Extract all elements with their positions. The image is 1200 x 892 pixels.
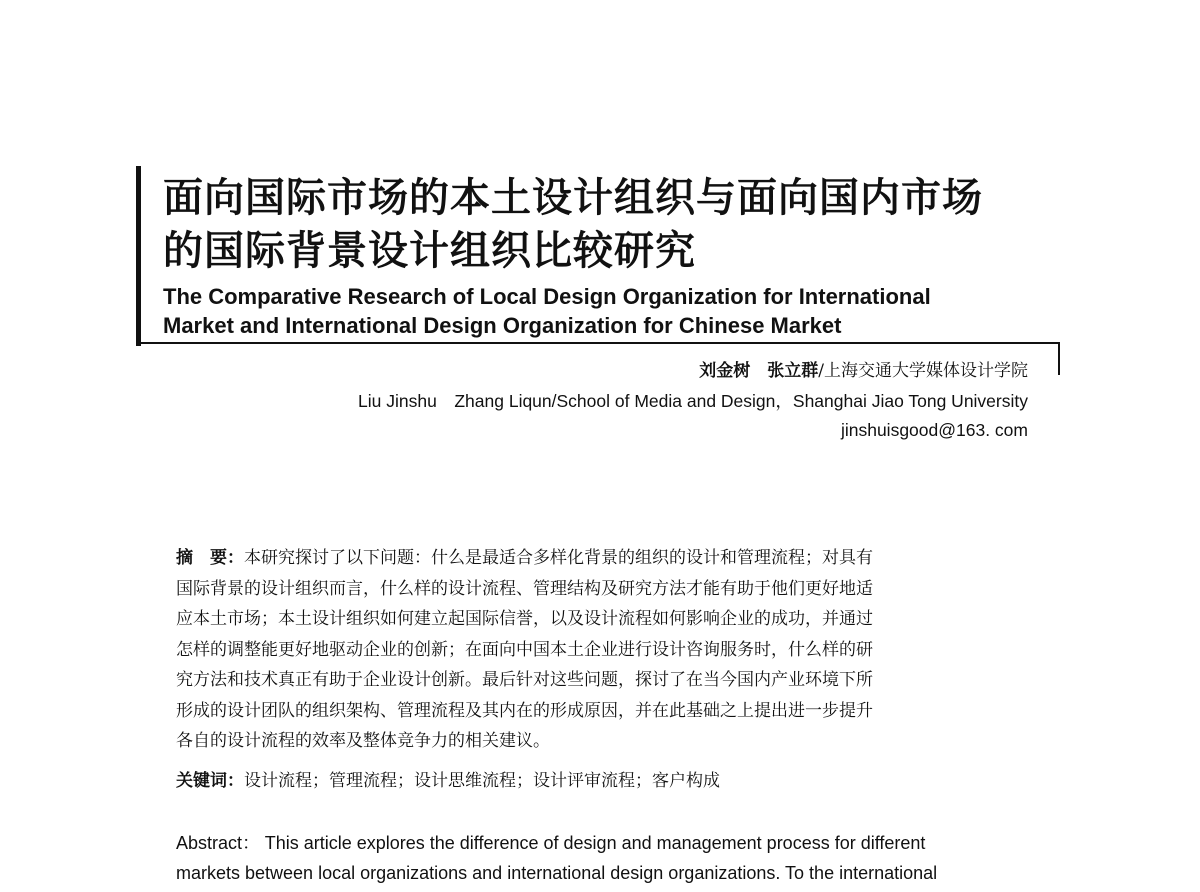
chinese-abstract-line: 怎样的调整能更好地驱动企业的创新；在面向中国本土企业进行设计咨询服务时，什么样的研 [176,639,873,660]
chinese-abstract-line [176,543,1028,574]
chinese-abstract [176,543,1028,757]
chinese-abstract-line: 应本土市场；本土设计组织如何建立起国际信誉，以及设计流程如何影响企业的成功，并通过 [176,609,873,629]
author-email: jinshuisgood@163. com [840,420,1028,440]
chinese-title-line-2: 的国际背景设计组织比较研究 [163,228,696,274]
chinese-abstract-label: 摘 要： [176,548,244,568]
chinese-abstract-line: 国际背景的设计组织而言，什么样的设计流程、管理结构及研究方法才能有助于他们更好地适 [176,578,873,599]
chinese-abstract-line: 究方法和技术真正有助于企业设计创新。最后针对这些问题，探讨了在当今国内产业环境下所 [176,670,873,690]
keywords-text: 设计流程；管理流程；设计思维流程；设计评审流程；客户构成 [244,771,720,791]
chinese-title-line-1: 面向国际市场的本土设计组织与面向国内市场 [163,175,983,221]
english-abstract-line [176,828,1036,858]
chinese-abstract-line-text: 本研究探讨了以下问题：什么是最适合多样化背景的组织的设计和管理流程；对具有 [244,548,873,568]
chinese-abstract-line: 各自的设计流程的效率及整体竞争力的相关建议。 [176,731,550,751]
title-rule-tick [1058,342,1060,375]
chinese-abstract-line: 形成的设计团队的组织架构、管理流程及其内在的形成原因，并在此基础之上提出进一步提升 [176,700,873,721]
english-title-line-1: The Comparative Research of Local Design Organization for International [163,284,931,309]
chinese-title [163,172,1063,278]
authors-chinese-affiliation: /上海交通大学媒体设计学院 [818,361,1028,381]
english-title-line-2: Market and International Design Organization for Chinese Market [163,313,842,338]
title-accent-bar [136,166,141,346]
english-abstract [176,828,1036,888]
authors-chinese-names: 刘金树 张立群 [699,361,819,381]
english-title [163,282,1043,340]
keywords-label: 关键词： [176,771,244,791]
english-abstract-line-text: This article explores the difference of design and management process for different [264,833,926,853]
title-underline-rule [136,342,1060,344]
authors-chinese [699,356,1028,381]
authors-english: Liu Jinshu Zhang Liqun/School of Media and Design，Shanghai Jiao Tong University [358,391,1028,411]
english-abstract-line: markets between local organizations and international design organizations. To the international [176,863,938,883]
english-abstract-label: Abstract： [176,833,261,853]
keywords [176,766,1028,791]
